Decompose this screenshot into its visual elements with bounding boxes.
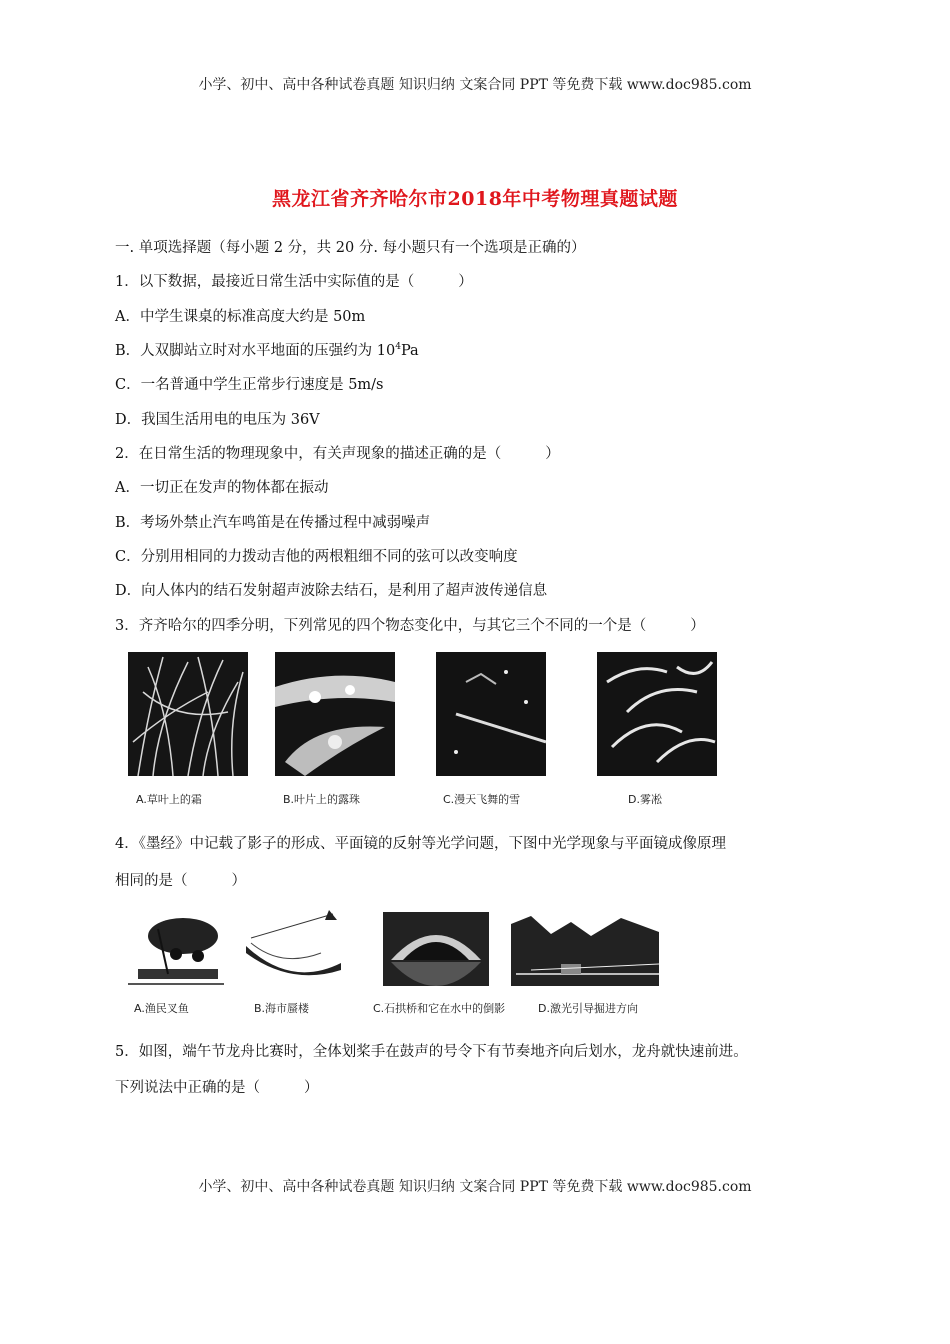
q4-photo-stone-bridge	[381, 910, 491, 988]
q4-caption-c: C.石拱桥和它在水中的倒影	[373, 1002, 506, 1015]
q1-option-c: C．一名普通中学生正常步行速度是 5m/s	[115, 377, 384, 393]
q3-caption-b: B.叶片上的露珠	[283, 793, 361, 806]
q3-photo-frost	[128, 652, 248, 776]
section-heading: 一. 单项选择题（每小题 2 分，共 20 分. 每小题只有一个选项是正确的）	[115, 240, 586, 256]
q4-caption-b: B.海市蜃楼	[254, 1002, 310, 1015]
q1-option-a: A．中学生课桌的标准高度大约是 50m	[115, 309, 366, 325]
exam-title: 黑龙江省齐齐哈尔市2018年中考物理真题试题	[272, 188, 678, 210]
q3-photo-dew	[275, 652, 395, 776]
question-3-stem: 3．齐齐哈尔的四季分明，下列常见的四个物态变化中，与其它三个不同的一个是（ ）	[115, 618, 705, 634]
q2-option-b: B．考场外禁止汽车鸣笛是在传播过程中减弱噪声	[115, 515, 431, 531]
question-4-stem-cont: 相同的是（ ）	[115, 873, 246, 889]
question-5-stem-cont: 下列说法中正确的是（ ）	[115, 1080, 319, 1096]
page-header: 小学、初中、高中各种试卷真题 知识归纳 文案合同 PPT 等免费下载 www.doc985.com	[198, 77, 752, 93]
question-4-stem: 4．《墨经》中记载了影子的形成、平面镜的反射等光学问题，下图中光学现象与平面镜成像原理	[115, 836, 726, 852]
question-5-stem: 5．如图，端午节龙舟比赛时，全体划桨手在鼓声的号令下有节奏地齐向后划水，龙舟就快速前进。	[115, 1044, 748, 1060]
q4-photo-mirage	[241, 908, 345, 988]
question-1-stem: 1．以下数据，最接近日常生活中实际值的是（ ）	[115, 274, 473, 290]
q3-photo-rime	[597, 652, 717, 776]
question-2-stem: 2．在日常生活的物理现象中，有关声现象的描述正确的是（ ）	[115, 446, 560, 462]
q3-figure-row	[118, 648, 773, 813]
q3-caption-a: A.草叶上的霜	[136, 793, 202, 806]
q2-option-d: D．向人体内的结石发射超声波除去结石，是利用了超声波传递信息	[115, 583, 548, 599]
q4-caption-d: D.激光引导掘进方向	[538, 1002, 638, 1015]
q4-caption-a: A.渔民叉鱼	[134, 1002, 189, 1015]
q3-photo-snow	[436, 652, 546, 776]
q1-option-b: B．人双脚站立时对水平地面的压强约为 $10^4Pa$	[115, 342, 419, 359]
q2-option-a: A．一切正在发声的物体都在振动	[115, 480, 329, 496]
q2-option-c: C．分别用相同的力拨动吉他的两根粗细不同的弦可以改变响度	[115, 549, 518, 565]
q3-caption-c: C.漫天飞舞的雪	[443, 793, 521, 806]
q4-photo-laser-tunnel	[511, 914, 659, 986]
page-footer: 小学、初中、高中各种试卷真题 知识归纳 文案合同 PPT 等免费下载 www.doc985.com	[198, 1179, 752, 1195]
q4-photo-fishing	[128, 914, 224, 990]
q1-option-d: D．我国生活用电的电压为 36V	[115, 412, 320, 428]
q4-figure-row	[118, 908, 663, 1020]
q3-caption-d: D.雾凇	[628, 793, 662, 806]
